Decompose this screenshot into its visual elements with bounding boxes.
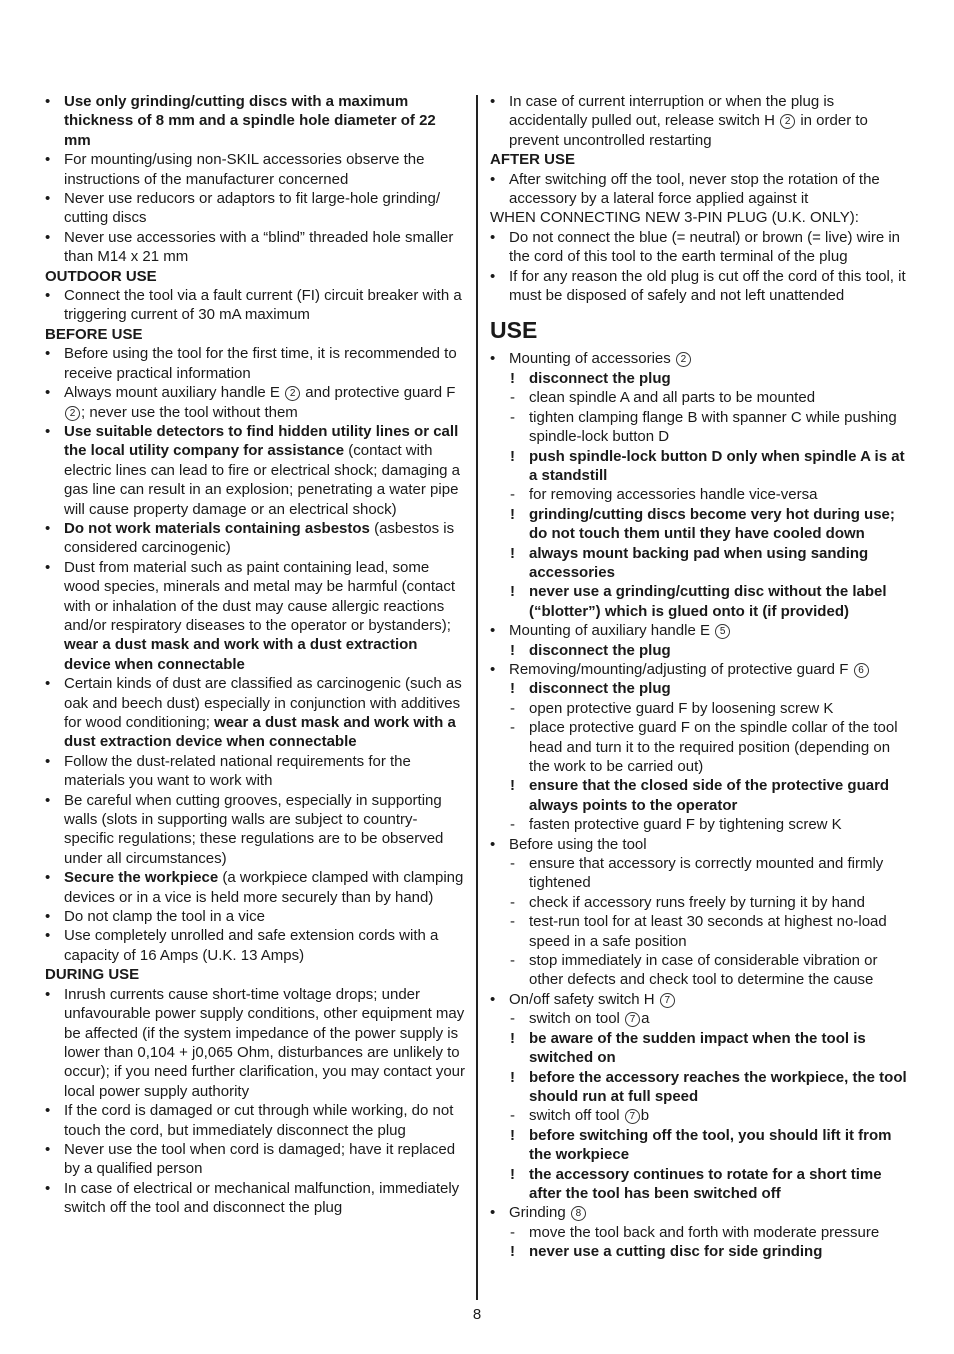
text: For mounting/using non-SKIL accessories observe the instructions of the manufacturer concerned [64,151,425,188]
paragraph: WHEN CONNECTING NEW 3-PIN PLUG (U.K. ONLY): [490,209,859,227]
warning-item [490,1126,915,1165]
item-text [490,267,915,306]
bold-text: Use only grinding/cutting discs with a maximum thickness of 8 mm and a spindle hole diameter of 22 mm [64,93,436,149]
text: In case of electrical or mechanical malfunction, immediately switch off the tool and disconnect the plug [64,1179,460,1217]
dash-marker: - [510,893,515,911]
item-text [45,1101,465,1140]
text: Use completely unrolled and safe extension cords with a capacity of 16 Amps (U.K. 13 Amps) [64,927,439,964]
item-text [490,1126,915,1165]
item-text [490,170,915,209]
dash-marker: - [510,816,515,834]
bullet-item [45,1179,465,1218]
figure-reference: 6 [854,663,869,678]
warning-item [490,505,915,544]
item-text [490,679,915,698]
bullet-marker: • [45,287,51,305]
item-text [490,1068,915,1107]
text: grinding/cutting discs become very hot during use; do not touch them until they have cooled down [529,505,895,543]
item-text [45,383,465,422]
bold-text: wear a dust mask and work with a dust extraction device when connectable [64,636,418,673]
item-text [490,951,915,990]
bullet-item [490,621,915,640]
text: Never use accessories with a “blind” threaded hole smaller than M14 x 21 mm [64,228,454,266]
bullet-item [45,1140,465,1179]
item-text [45,791,465,869]
bullet-item [490,170,915,209]
text: Follow the dust-related national requirements for the materials you want to work with [64,752,411,790]
warning-item [490,1029,915,1068]
bullet-item [45,228,465,267]
warning-item [490,679,915,698]
item-text [490,699,915,718]
warning-item [490,544,915,583]
dash-marker: - [510,408,515,426]
bold-text: Do not work materials containing asbestos [64,519,370,537]
text: (contact with electric lines can lead to fire or electrical shock; damaging a gas line can result in an explosion; penetrating a water pipe will cause property damage or an electrical shock) [64,442,461,518]
bullet-marker: • [45,93,51,110]
dash-item [490,1223,915,1242]
bullet-marker: • [45,675,51,693]
bullet-marker: • [490,622,496,640]
item-text [45,228,465,267]
text: switch on tool [529,1010,620,1028]
bullet-item [45,1101,465,1140]
bullet-item [45,383,465,422]
figure-reference: 8 [571,1206,586,1221]
item-text [45,344,465,383]
item-text [490,544,915,583]
item-text [490,641,915,660]
section-heading: DURING USE [45,966,140,984]
bold-text: Use suitable detectors to find hidden utility lines or call the local utility company for assistance [64,422,459,460]
bullet-marker: • [490,835,496,853]
bullet-item [45,868,465,907]
warning-marker: ! [510,680,515,698]
figure-reference: 7 [625,1109,640,1124]
item-text [45,926,465,965]
bullet-marker: • [45,752,51,770]
warning-marker: ! [510,1068,515,1086]
item-text [490,990,915,1009]
item-text [490,1029,915,1068]
bullet-marker: • [490,228,496,246]
item-text [45,752,465,791]
text: Grinding [509,1204,566,1222]
text: (asbestos is considered carcinogenic) [64,519,455,557]
item-text [45,519,465,558]
dash-marker: - [510,855,515,873]
dash-item [490,854,915,893]
figure-reference: 7 [625,1012,640,1027]
dash-marker: - [510,1010,515,1028]
bullet-marker: • [490,170,496,188]
warning-marker: ! [510,641,515,659]
warning-marker: ! [510,1029,515,1047]
dash-item [490,1106,915,1125]
bullet-item [45,344,465,383]
item-text [490,776,915,815]
text: before switching off the tool, you should lift it from the workpiece [529,1126,892,1164]
text: move the tool back and forth with moderate pressure [529,1223,880,1241]
item-text [490,660,915,679]
dash-item [490,485,915,504]
text: In case of current interruption or when the plug is accidentally pulled out, release switch H [509,93,835,130]
text: in order to prevent uncontrolled restarting [509,112,868,149]
text: check if accessory runs freely by turning it by hand [529,893,865,911]
warning-marker: ! [510,447,515,465]
dash-item [490,388,915,407]
bullet-marker: • [490,350,496,368]
text: Before using the tool for the first time, it is recommended to receive practical information [64,345,457,382]
item-text [490,1242,915,1261]
figure-reference: 7 [660,993,675,1008]
bullet-item [45,752,465,791]
bullet-marker: • [45,228,51,246]
bullet-item [45,519,465,558]
page-number: 8 [472,1306,482,1323]
figure-reference: 2 [285,386,300,401]
item-text [490,447,915,486]
text: Never use the tool when cord is damaged; have it replaced by a qualified person [64,1140,456,1178]
warning-marker: ! [510,1165,515,1183]
bullet-item [490,660,915,679]
text: switch off tool [529,1107,620,1125]
text: Removing/mounting/adjusting of protective guard F [509,660,849,678]
text: the accessory continues to rotate for a short time after the tool has been switched off [529,1165,882,1202]
text: b [640,1107,650,1125]
dash-item [490,893,915,912]
item-text [490,1009,915,1028]
item-text [490,505,915,544]
item-text [490,1106,915,1125]
bullet-marker: • [45,558,51,576]
bold-text: Secure the workpiece [64,869,219,887]
bullet-marker: • [45,345,51,363]
text: Do not connect the blue (= neutral) or brown (= live) wire in the cord of this tool to the earth terminal of the plug [509,228,901,266]
bullet-item [490,835,915,854]
bold-text: wear a dust mask and work with a dust extraction device when connectable [64,714,456,751]
text: Inrush currents cause short-time voltage drops; under unfavourable power supply conditions, other equipment may be affected (if the system impedance of the power supply is lower than 0,104 + j0,065 Ohm, disturbances are unlikely to occur); if you need further clarification, you may contact your local power supply authority [64,985,466,1100]
text: be aware of the sudden impact when the tool is switched on [529,1029,866,1067]
item-text [490,369,915,388]
text: disconnect the plug [529,641,671,659]
warning-marker: ! [510,369,515,387]
text: Never use reducors or adaptors to fit large-hole grinding/ cutting discs [64,190,441,227]
dash-marker: - [510,699,515,717]
bullet-marker: • [45,519,51,537]
item-text [45,286,465,325]
bullet-item [45,985,465,1101]
item-text [490,485,915,504]
section-heading: OUTDOOR USE [45,267,157,285]
text: test-run tool for at least 30 seconds at highest no-load speed in a safe position [529,913,887,950]
text: never use a grinding/cutting disc without the label (“blotter”) which is glued onto it (if provided) [529,583,887,620]
dash-item [490,912,915,951]
text: On/off safety switch H [509,990,655,1008]
right-column [490,92,915,1262]
text: stop immediately in case of considerable vibration or other defects and check tool to determine the cause [529,952,878,989]
dash-item [490,815,915,834]
text: fasten protective guard F by tightening screw K [529,816,842,834]
bullet-item [490,267,915,306]
warning-marker: ! [510,1243,515,1261]
text: always mount backing pad when using sanding accessories [529,544,869,581]
item-text [45,189,465,228]
warning-marker: ! [510,777,515,795]
text: Mounting of accessories [509,350,671,368]
figure-reference: 2 [65,406,80,421]
text: and protective guard F [305,384,456,402]
text: Before using the tool [509,835,647,853]
text: a [641,1010,650,1028]
bullet-item [490,990,915,1009]
bullet-marker: • [45,869,51,887]
bullet-marker: • [490,660,496,678]
text: Do not clamp the tool in a vice [64,908,265,926]
warning-marker: ! [510,583,515,601]
bullet-marker: • [45,985,51,1003]
dash-marker: - [510,1223,515,1241]
bullet-item [45,907,465,926]
item-text [45,868,465,907]
text: tighten clamping flange B with spanner C while pushing spindle-lock button D [529,408,897,446]
bullet-item [490,228,915,267]
bullet-marker: • [45,422,51,440]
bullet-marker: • [490,267,496,285]
dash-marker: - [510,389,515,407]
bullet-item [45,189,465,228]
bullet-marker: • [45,1140,51,1158]
bullet-item [45,674,465,752]
text: Always mount auxiliary handle E [64,384,280,402]
item-text [490,815,915,834]
bullet-marker: • [490,93,496,110]
text: disconnect the plug [529,369,671,387]
item-text [490,893,915,912]
figure-reference: 5 [715,624,730,639]
bullet-marker: • [45,791,51,809]
warning-item [490,1242,915,1261]
item-text [490,1223,915,1242]
item-text [45,907,465,926]
warning-item [490,582,915,621]
text: ; never use the tool without them [81,403,298,421]
item-text [490,228,915,267]
text: never use a cutting disc for side grinding [529,1243,823,1261]
warning-item [490,1068,915,1107]
bullet-marker: • [45,908,51,926]
warning-item [490,641,915,660]
bullet-item [490,92,915,150]
text: Mounting of auxiliary handle E [509,622,710,640]
text: clean spindle A and all parts to be mounted [529,389,816,407]
bullet-item [490,1203,915,1222]
item-text [490,1165,915,1204]
left-column [45,92,465,1218]
bullet-marker: • [490,990,496,1008]
bullet-marker: • [45,1179,51,1197]
dash-marker: - [510,719,515,737]
bullet-item [45,558,465,674]
item-text [45,150,465,189]
bullet-marker: • [45,190,51,208]
bullet-marker: • [45,927,51,945]
bullet-item [45,286,465,325]
text: for removing accessories handle vice-versa [529,486,818,504]
bullet-marker: • [45,1102,51,1120]
text: open protective guard F by loosening screw K [529,699,834,717]
warning-item [490,1165,915,1204]
bullet-marker: • [45,151,51,169]
section-title: USE [490,317,538,344]
section-heading: AFTER USE [490,151,576,169]
item-text [490,408,915,447]
bullet-item [45,926,465,965]
item-text [490,835,915,854]
bullet-item [45,92,465,150]
figure-reference: 2 [780,114,795,129]
text: If the cord is damaged or cut through while working, do not touch the cord, but immediately disconnect the plug [64,1102,454,1139]
dash-marker: - [510,1107,515,1125]
text: place protective guard F on the spindle collar of the tool head and turn it to the required position (depending on the work to be carried out) [529,719,898,775]
warning-marker: ! [510,544,515,562]
text: (a workpiece clamped with clamping devices or in a vice is held more securely than by hand) [64,869,464,906]
warning-item [490,369,915,388]
item-text [490,349,915,368]
bullet-marker: • [490,1204,496,1222]
item-text [490,1203,915,1222]
bullet-item [45,791,465,869]
section-heading: BEFORE USE [45,325,143,343]
text: After switching off the tool, never stop the rotation of the accessory by a lateral force applied against it [509,170,880,208]
text: Be careful when cutting grooves, especially in supporting walls (slots in supporting walls are subject to country-specific regulations; these regulations are to be observed under all circumstances) [64,791,444,867]
item-text [490,854,915,893]
item-text [45,985,465,1101]
item-text [490,388,915,407]
text: before the accessory reaches the workpiece, the tool should run at full speed [529,1068,907,1105]
warning-item [490,447,915,486]
bullet-item [45,150,465,189]
warning-item [490,776,915,815]
item-text [45,558,465,674]
text: disconnect the plug [529,680,671,698]
dash-marker: - [510,952,515,970]
warning-marker: ! [510,1126,515,1144]
bullet-marker: • [45,384,51,402]
item-text [490,718,915,776]
text: Connect the tool via a fault current (FI) circuit breaker with a triggering current of 30 mA maximum [64,287,462,324]
item-text [490,621,915,640]
dash-item [490,408,915,447]
column-divider [476,95,478,1300]
text: ensure that the closed side of the protective guard always points to the operator [529,777,890,814]
figure-reference: 2 [676,352,691,367]
dash-marker: - [510,913,515,931]
text: Dust from material such as paint containing lead, some wood species, minerals and metal may be harmful (contact with or inhalation of the dust may cause allergic reactions and/or respiratory diseases to the operator or bystanders); [64,558,456,634]
dash-item [490,718,915,776]
text: If for any reason the old plug is cut off the cord of this tool, it must be disposed of safely and not left unattended [509,267,906,305]
dash-item [490,699,915,718]
dash-item [490,1009,915,1028]
text: ensure that accessory is correctly mounted and firmly tightened [529,855,884,892]
item-text [490,912,915,951]
warning-marker: ! [510,505,515,523]
bullet-item [490,349,915,368]
item-text [490,92,915,150]
item-text [45,1179,465,1218]
item-text [490,582,915,621]
item-text [45,1140,465,1179]
dash-marker: - [510,486,515,504]
bullet-item [45,422,465,519]
item-text [45,422,465,519]
text: push spindle-lock button D only when spindle A is at a standstill [529,447,905,484]
dash-item [490,951,915,990]
item-text [45,92,465,150]
text: Certain kinds of dust are classified as carcinogenic (such as oak and beech dust) especially in conjunction with additives for wood conditioning; [64,675,462,731]
item-text [45,674,465,752]
